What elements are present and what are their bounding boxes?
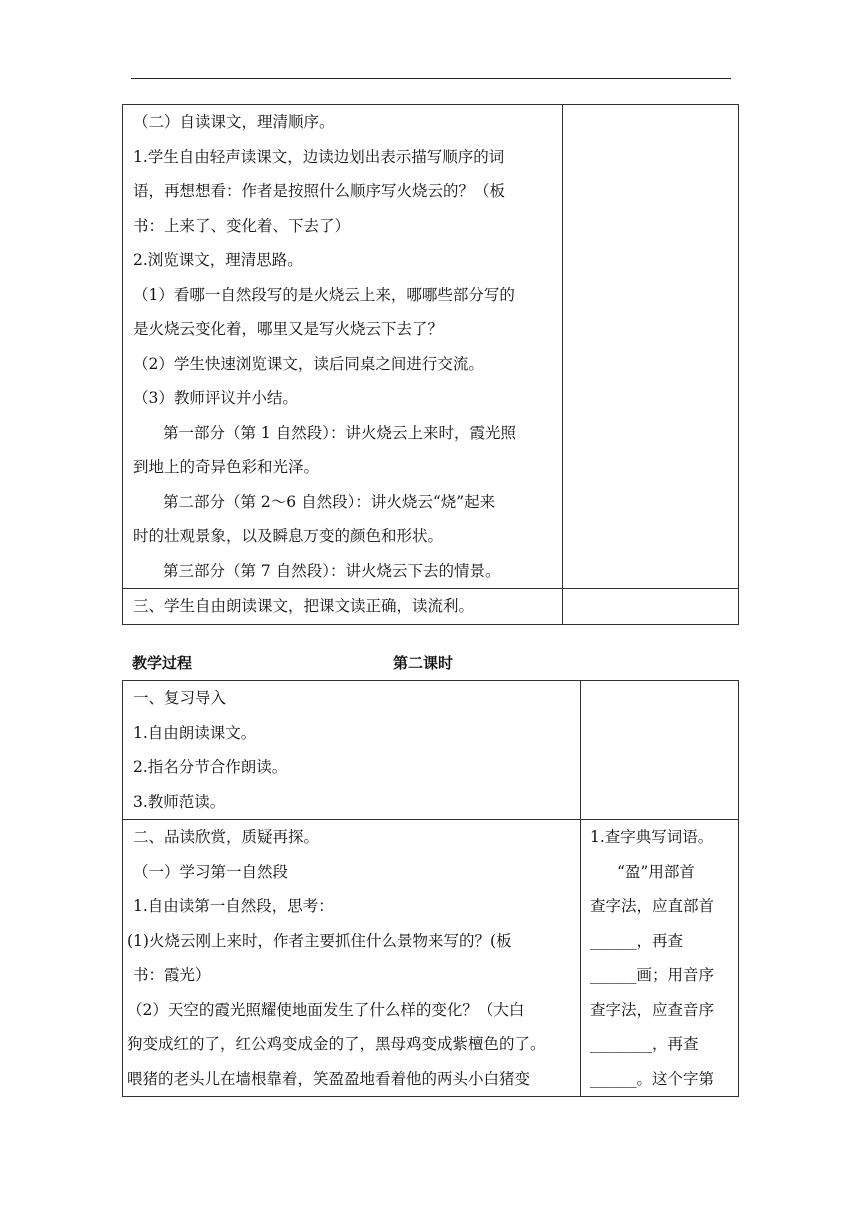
note-line: ______画；用音序 — [590, 966, 715, 984]
lesson-table-2 — [122, 680, 739, 1097]
lesson-table-1 — [122, 104, 739, 625]
text-line: （2）天空的霞光照耀使地面发生了什么样的变化？（大白 — [127, 1000, 525, 1019]
table-row — [123, 589, 739, 625]
text-line: 书：上来了、变化着、下去了） — [133, 216, 351, 235]
text-line: 语，再想想看：作者是按照什么顺序写火烧云的？（板 — [133, 182, 506, 200]
content-cell — [123, 589, 563, 625]
text-line: （3）教师评议并小结。 — [133, 389, 298, 407]
table-row — [123, 105, 739, 589]
text-line: 狗变成红的了，红公鸡变成金的了，黑母鸡变成紫檀色的了。 — [127, 1035, 546, 1053]
text-line: 时的壮观景象，以及瞬息万变的颜色和形状。 — [133, 527, 444, 545]
text-line: 第三部分（第 7 自然段）：讲火烧云下去的情景。 — [163, 561, 501, 580]
note-line: 查字法，应直部首 — [590, 897, 715, 915]
text-line: 1.自由读第一自然段，思考： — [133, 897, 334, 915]
text-line: 喂猪的老头儿在墙根靠着，笑盈盈地看着他的两头小白猪变 — [127, 1069, 531, 1088]
text-line: 第一部分（第 1 自然段）：讲火烧云上来时，霞光照 — [163, 423, 516, 442]
text-line: (1)火烧云刚上来时，作者主要抓住什么景物来写的？(板 — [127, 931, 512, 950]
section-label-lesson: 第二课时 — [393, 654, 454, 672]
notes-cell — [563, 105, 739, 589]
text-line: 一、复习导入 — [133, 689, 227, 707]
note-line: ______。这个字第 — [590, 1069, 715, 1088]
text-line: 是火烧云变化着，哪里又是写火烧云下去了？ — [133, 320, 444, 338]
note-line: ______，再查 — [590, 931, 684, 950]
text-line: （一）学习第一自然段 — [133, 862, 289, 881]
text-line: （2）学生快速浏览课文，读后同桌之间进行交流。 — [133, 354, 484, 373]
text-line: 三、学生自由朗读课文，把课文读正确，读流利。 — [133, 597, 475, 615]
note-line: ________，再查 — [590, 1035, 699, 1053]
content-cell — [123, 820, 581, 1097]
notes-cell — [581, 820, 739, 1097]
note-line: 查字法，应查音序 — [590, 1000, 715, 1019]
notes-cell — [563, 589, 739, 625]
table-row — [123, 681, 739, 820]
text-line: 书：霞光） — [133, 966, 211, 984]
text-line: 3.教师范读。 — [133, 792, 226, 811]
text-line: 到地上的奇异色彩和光泽。 — [133, 458, 320, 476]
section-label-process: 教学过程 — [132, 654, 193, 672]
text-line: （1）看哪一自然段写的是火烧云上来，哪哪些部分写的 — [133, 285, 515, 304]
notes-cell — [581, 681, 739, 820]
table-row — [123, 820, 739, 1097]
note-line: “盈”用部首 — [617, 862, 695, 881]
text-line: 第二部分（第 2～6 自然段）：讲火烧云“烧”起来 — [163, 492, 496, 511]
text-line: 2.指名分节合作朗读。 — [133, 758, 288, 776]
note-line: 1.查字典写词语。 — [590, 828, 714, 846]
text-line: （二）自读课文，理清顺序。 — [133, 113, 335, 131]
content-cell — [123, 105, 563, 589]
text-line: 二、品读欣赏，质疑再探。 — [133, 828, 320, 846]
text-line: 2.浏览课文，理清思路。 — [133, 251, 303, 269]
header-rule — [131, 78, 731, 79]
content-cell — [123, 681, 581, 820]
text-line: 1.自由朗读课文。 — [133, 723, 257, 742]
text-line: 1.学生自由轻声读课文，边读边划出表示描写顺序的词 — [133, 147, 505, 166]
